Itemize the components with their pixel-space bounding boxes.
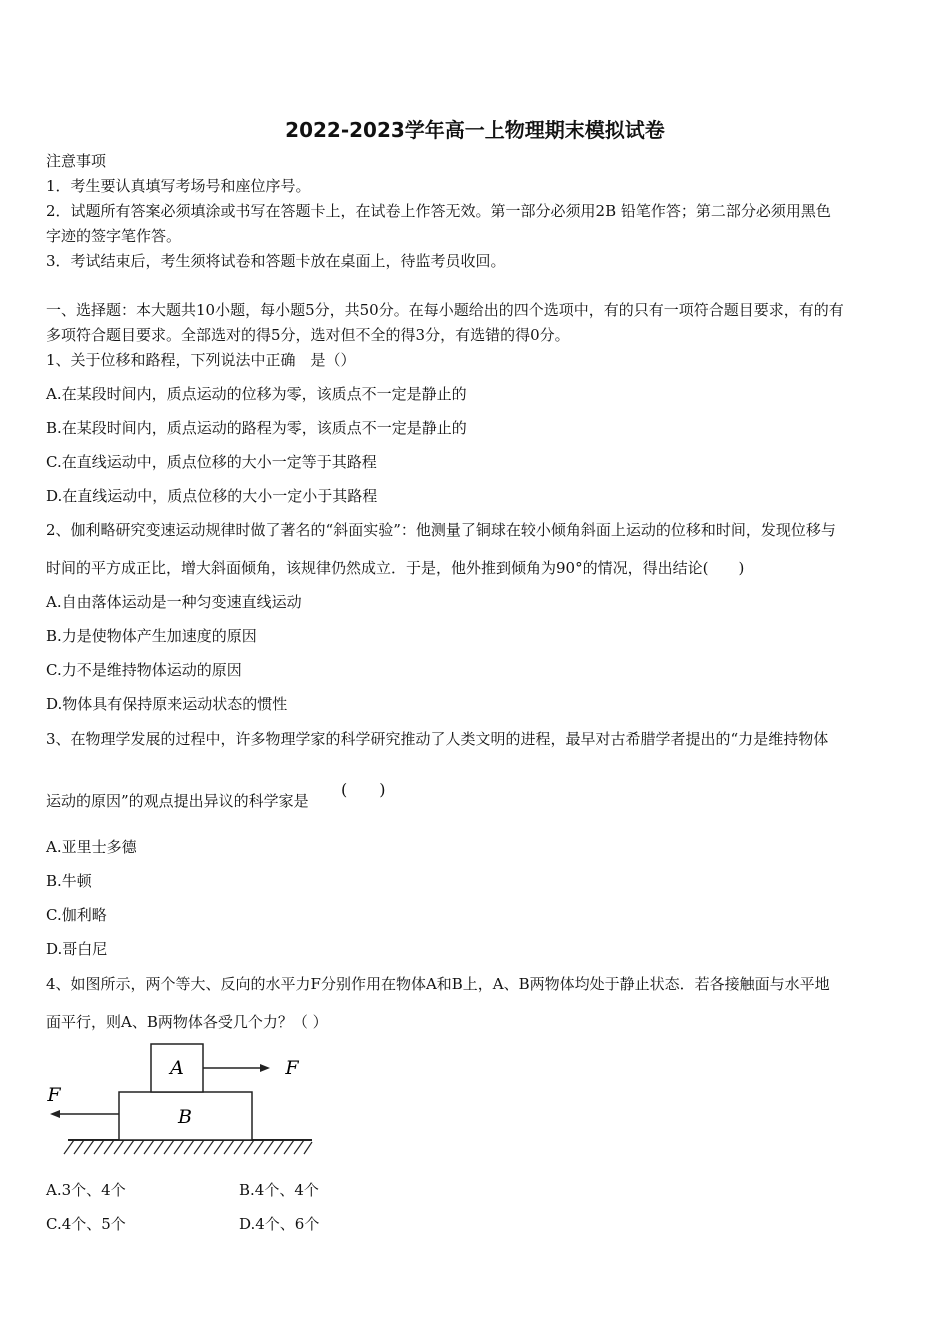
q4-force-diagram [40,1040,330,1165]
block-a-label: A [170,1057,184,1079]
notice-heading: 注意事项 [46,152,107,170]
q4-stem-line2: 面平行，则A、B两物体各受几个力？（ ） [46,1013,328,1031]
q3-option-a: A.亚里士多德 [46,838,137,856]
notice-item-3: 3．考试结束后，考生须将试卷和答题卡放在桌面上，待监考员收回。 [46,252,506,270]
exam-title: 2022-2023学年高一上物理期末模拟试卷 [285,118,665,142]
q3-option-b: B.牛顿 [46,872,92,890]
q1-option-d: D.在直线运动中，质点位移的大小一定小于其路程 [46,487,378,505]
q1-stem: 1、关于位移和路程，下列说法中正确 是（） [46,351,356,369]
force-label-right: F [285,1057,299,1079]
notice-item-2-cont: 字迹的签字笔作答。 [46,227,182,245]
q4-option-a: A.3个、4个 [46,1181,126,1199]
q1-option-b: B.在某段时间内，质点运动的路程为零，该质点不一定是静止的 [46,419,467,437]
notice-item-2: 2．试题所有答案必须填涂或书写在答题卡上，在试卷上作答无效。第一部分必须用2B 铅笔作答；第二部分必须用黑色 [46,202,831,220]
force-arrowhead-left [50,1110,60,1118]
q4-option-d: D.4个、6个 [239,1215,320,1233]
q2-option-a: A.自由落体运动是一种匀变速直线运动 [46,593,302,611]
q2-option-c: C.力不是维持物体运动的原因 [46,661,242,679]
q1-option-a: A.在某段时间内，质点运动的位移为零，该质点不一定是静止的 [46,385,467,403]
q2-option-d: D.物体具有保持原来运动状态的惯性 [46,695,288,713]
q4-option-c: C.4个、5个 [46,1215,126,1233]
notice-item-1: 1．考生要认真填写考场号和座位序号。 [46,177,311,195]
q4-option-b: B.4个、4个 [239,1181,319,1199]
q3-option-d: D.哥白尼 [46,940,108,958]
block-b-label: B [178,1106,192,1128]
q3-answer-paren: ( ) [341,780,386,799]
q3-stem-line2: 运动的原因”的观点提出异议的科学家是 [46,792,309,810]
section-instructions-line2: 多项符合题目要求。全部选对的得5分，选对但不全的得3分，有选错的得0分。 [46,326,570,344]
q4-stem-line1: 4、如图所示，两个等大、反向的水平力F分别作用在物体A和B上，A、B两物体均处于静止状态．若各接触面与水平地 [46,975,830,993]
q2-option-b: B.力是使物体产生加速度的原因 [46,627,257,645]
q3-option-c: C.伽利略 [46,906,107,924]
force-label-left: F [47,1084,61,1106]
section-instructions-line1: 一、选择题：本大题共10小题，每小题5分，共50分。在每小题给出的四个选项中，有的只有一项符合题目要求，有的有 [46,301,844,319]
q2-stem-line1: 2、伽利略研究变速运动规律时做了著名的“斜面实验”：他测量了铜球在较小倾角斜面上运动的位移和时间，发现位移与 [46,521,836,539]
ground-hatching [64,1140,312,1154]
q3-stem-line1: 3、在物理学发展的过程中，许多物理学家的科学研究推动了人类文明的进程，最早对古希腊学者提出的“力是维持物体 [46,730,829,748]
force-arrowhead-right [260,1064,270,1072]
q2-stem-line2: 时间的平方成正比，增大斜面倾角，该规律仍然成立．于是，他外推到倾角为90°的情况，得出结论( ) [46,559,745,577]
q1-option-c: C.在直线运动中，质点位移的大小一定等于其路程 [46,453,377,471]
